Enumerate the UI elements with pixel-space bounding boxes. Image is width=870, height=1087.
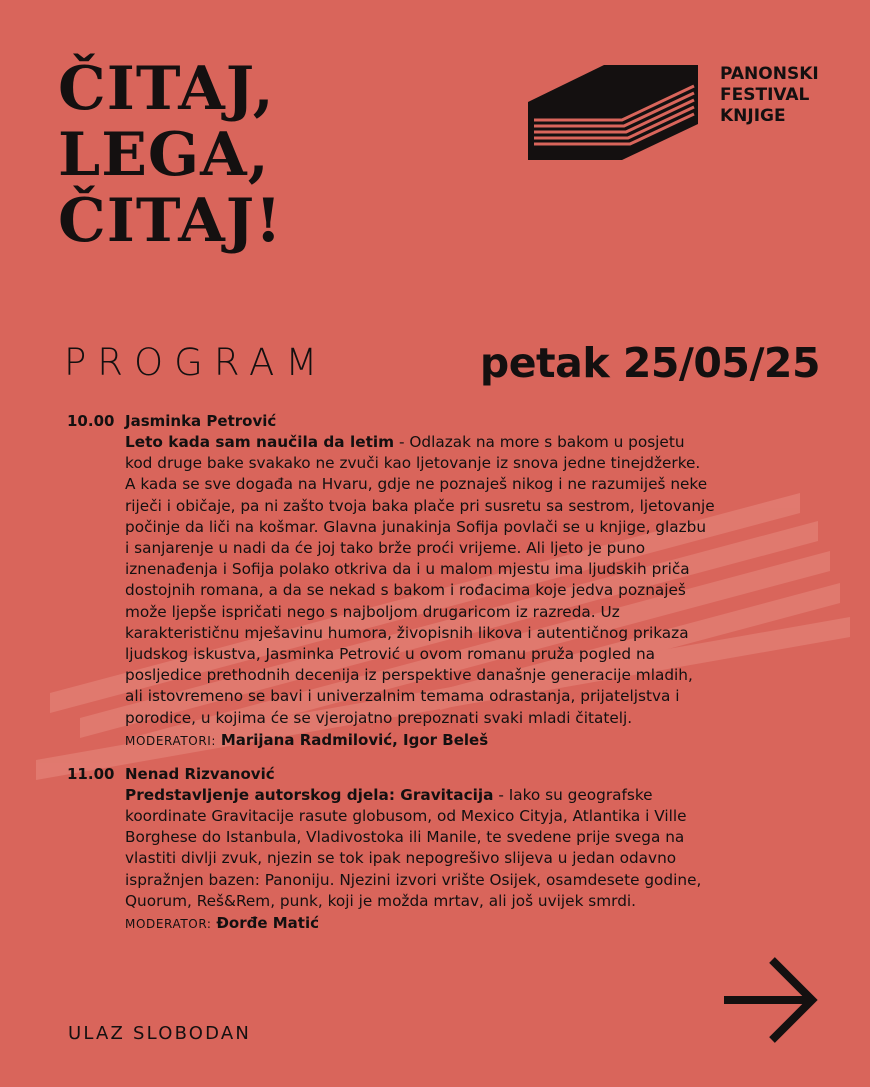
program-item <box>0 411 870 752</box>
program-list <box>0 411 870 947</box>
logo-line-2: FESTIVAL <box>720 85 810 105</box>
festival-logo-text <box>720 64 819 127</box>
event-description <box>125 432 715 729</box>
event-description-text: - Iako su geografske koordinate Gravitacije rasute globusom, od Mexico Cityja, Atlantika i Ville Borghese do Istanbula, Vladivostoka ili Manile, te svedene prije svega na vlastiti divlji zvuk, njezin se tok ipak nepogrešivo slijeva u jedan odavno ispražnjen bazen: Panoniju. Njezini izvori vrište Osijek, osamdesete godine, Quorum, Reš&Rem, punk, koji je možda mrtav, ali još uvijek smrdi. <box>125 785 702 910</box>
moderator-names: Marijana Radmilović, Igor Beleš <box>220 730 489 749</box>
moderator-label: MODERATOR: <box>125 917 212 932</box>
event-moderators <box>125 912 715 935</box>
event-time: 10.00 <box>67 412 115 430</box>
event-body <box>125 411 715 752</box>
event-moderators <box>125 729 715 752</box>
program-item <box>0 764 870 935</box>
event-description <box>125 785 715 912</box>
headline <box>58 56 282 254</box>
book-stack-icon <box>526 62 704 162</box>
event-author: Jasminka Petrović <box>125 412 277 430</box>
event-body <box>125 764 715 935</box>
event-title: Leto kada sam naučila da letim <box>125 433 395 451</box>
event-time: 11.00 <box>67 764 115 783</box>
moderator-label: MODERATORI: <box>125 733 217 748</box>
event-description-text: - Odlazak na more s bakom u posjetu kod druge bake svakako ne zvuči kao ljetovanje iz snova jedne tinejdžerke. A kada se sve događa na Hvaru, gdje ne poznaješ nikog i ne razumiješ neke riječi i običaje, pa ni zašto tvoja baka plače pri susretu sa sestrom, ljetovanje počinje da liči na košmar. Glavna junakinja Sofija povlači se u knjige, glazbu i sanjarenje u nadi da će joj tako brže proći vrijeme. Ali ljeto je puno iznenađenja i Sofija polako otkriva da i u malom mjestu ima ljudskih priča dostojnih romana, a da se nekad s bakom i rođacima koje jedva poznaješ može ljepše ispričati nego s najboljom drugaricom iz razreda. Uz karakterističnu mješavinu humora, živopisnih likova i autentičnog prikaza ljudskog iskustva, Jasminka Petrović u ovom romanu pruža pogled na posljedice prethodnih decenija iz perspektive današnje generacije mladih, ali istovremeno se bavi i univerzalnim temama odrastanja, prijateljstva i porodice, u kojima će se vjerojatno prepoznati svaki mladi čitatelj. <box>125 433 715 727</box>
event-date: petak 25/05/25 <box>479 339 820 387</box>
free-entry-note: ULAZ SLOBODAN <box>68 1023 252 1044</box>
headline-line-2: LEGA, <box>58 120 270 190</box>
arrow-right-icon[interactable] <box>722 955 820 1045</box>
logo-line-3: KNJIGE <box>720 106 786 126</box>
event-author: Nenad Rizvanović <box>125 764 275 783</box>
headline-line-1: ČITAJ, <box>58 54 275 124</box>
headline-line-3: ČITAJ! <box>58 186 283 256</box>
event-title: Predstavljenje autorskog djela: Gravitacija <box>125 785 494 804</box>
moderator-names: Đorđe Matić <box>216 914 319 933</box>
logo-line-1: PANONSKI <box>720 64 819 84</box>
program-label: PROGRAM <box>64 341 329 384</box>
